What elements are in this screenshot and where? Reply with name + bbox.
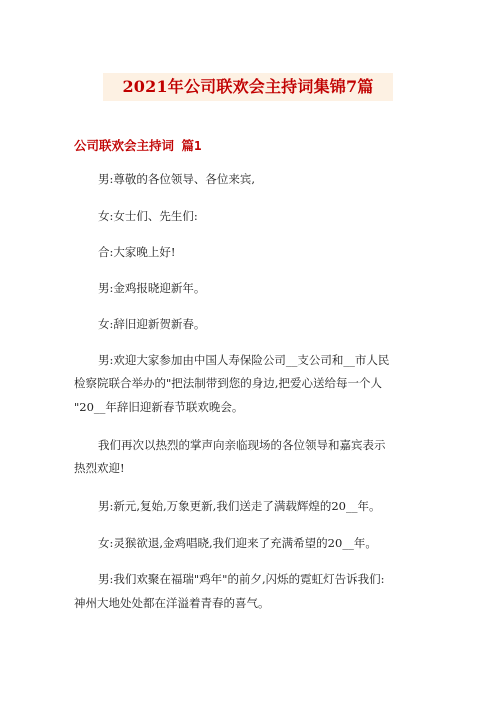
document-title: 2021年公司联欢会主持词集锦7篇 (122, 77, 374, 96)
paragraph-line: 女:女士们、先生们: (98, 209, 198, 223)
paragraph-line: 热烈欢迎! (74, 461, 125, 475)
paragraph-line: 合:大家晚上好! (98, 245, 176, 259)
paragraph-line: 检察院联合举办的"把法制带到您的身边,把爱心送给每一个人 (74, 376, 382, 390)
paragraph-line: 男:金鸡报晓迎新年。 (98, 281, 206, 295)
paragraph-line: "20__年辞旧迎新春节联欢晚会。 (74, 400, 244, 414)
paragraph-line: 我们再次以热烈的掌声向亲临现场的各位领导和嘉宾表示 (98, 438, 386, 452)
paragraph-line: 男:尊敬的各位领导、各位来宾, (98, 172, 256, 186)
paragraph-line: 男:我们欢聚在福瑞"鸡年"的前夕,闪烁的霓虹灯告诉我们: (98, 572, 385, 586)
paragraph-line: 男:新元,复始,万象更新,我们送走了满载辉煌的20__年。 (98, 499, 381, 513)
paragraph-line: 神州大地处处都在洋溢着青春的喜气。 (74, 596, 270, 610)
paragraph-line: 女:灵猴欲退,金鸡唱晓,我们迎来了充满希望的20__年。 (98, 536, 377, 550)
section-heading: 公司联欢会主持词 篇1 (74, 138, 202, 153)
paragraph-line: 女:辞旧迎新贺新春。 (98, 317, 206, 331)
paragraph-line: 男:欢迎大家参加由中国人寿保险公司__支公司和__市人民 (98, 353, 390, 367)
